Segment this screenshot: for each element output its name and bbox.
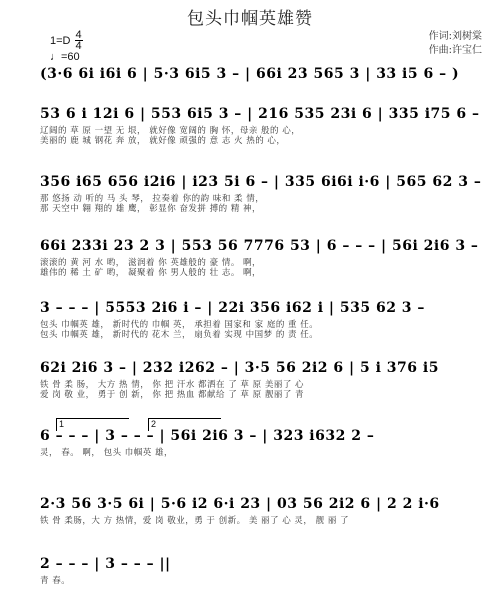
lyricist-credit: 作词:刘树棠 bbox=[428, 31, 482, 42]
score-system-5 bbox=[40, 360, 488, 400]
lyric-line: 青 春。 bbox=[40, 576, 71, 586]
notation-line: (3·6 6i i6i 6 | 5·3 6i5 3 – | 66i 23 565 3 | 33 i5 6 – ) bbox=[40, 66, 460, 82]
lyric-verse-2: 爱 岗 敬 业， 勇于 创 新， 你 把 热血 都献给 了 草 原 靓丽了 青 bbox=[40, 390, 305, 400]
volta-bracket-2: 2 bbox=[148, 418, 221, 431]
volta-bracket-1: 1 bbox=[56, 418, 129, 431]
lyric-verse-2: 包头 巾帼英 雄， 新时代的 花木 兰， 扇负着 实现 中国梦 的 责 任。 bbox=[40, 330, 319, 340]
score-system-1 bbox=[40, 106, 488, 146]
notation-line: 2 – – – | 3 – – – || bbox=[40, 556, 171, 572]
lyric-verse-1: 铁 骨 柔 肠， 大方 热 情， 你 把 汗水 都洒在 了 草 原 美丽了 心 bbox=[40, 380, 305, 390]
lyric-verse-1: 滚滚的 黄 河 水 哟， 滋润着 你 英雄般的 豪 情。 啊， bbox=[40, 258, 262, 268]
score-system-8 bbox=[40, 556, 488, 586]
score-system-6 bbox=[40, 419, 488, 458]
score-system-2 bbox=[40, 174, 488, 214]
notation-line: 66i 233i 23 2 3 | 553 56 7776 53 | 6 – – – | 56i 2i6 3 – bbox=[40, 238, 479, 254]
song-title: 包头巾帼英雄赞 bbox=[187, 9, 313, 29]
notation-line: 6 – – – | 3 – – – | 56i 2i6 3 – | 323 i632 2 – bbox=[40, 428, 375, 444]
notation-line: 356 i65 656 i2i6 | i23 5i 6 – | 335 6i6i i·6 | 565 62 3 – bbox=[40, 174, 482, 190]
lyric-verse-2: 那 天空中 翱 翔的 雄 鹰， 彰显你 奋发拼 搏的 精 神， bbox=[40, 204, 262, 214]
notation-line: 3 – – – | 5553 2i6 i – | 22i 356 i62 i | 535 62 3 – bbox=[40, 300, 425, 316]
lyric-verse-1: 包头 巾帼英 雄， 新时代的 巾帼 英， 承担着 国家和 家 庭的 重 任。 bbox=[40, 320, 319, 330]
key-signature: 1=D bbox=[50, 34, 71, 47]
key-tempo-block bbox=[50, 30, 83, 63]
credits bbox=[429, 30, 482, 58]
lyric-line: 铁 骨 柔肠，大 方 热情，爱 岗 敬业，勇 于 创新。 美 丽了 心 灵， 靓 丽 了 bbox=[40, 516, 350, 526]
score-system-3 bbox=[40, 238, 488, 278]
lyric-line: 灵， 春。 啊， 包头 巾帼英 雄， bbox=[40, 448, 174, 458]
lyric-verse-2: 美丽的 鹿 城 钢花 奔 放， 就好像 顽强的 意 志 火 热的 心， bbox=[40, 136, 286, 146]
composer-credit: 作曲:许宝仁 bbox=[428, 45, 482, 56]
lyric-verse-1: 那 悠扬 动 听的 马 头 琴， 拉奏着 你的韵 味和 柔 情， bbox=[40, 194, 265, 204]
tempo-mark: ♩=60 bbox=[50, 51, 80, 63]
lyric-verse-2: 雄伟的 稀 土 矿 哟， 凝聚着 你 男人般的 壮 志。 啊， bbox=[40, 268, 262, 278]
notation-line: 2·3 56 3·5 6i | 5·6 i2 6·i 23 | 03 56 2i2 6 | 2 2 i·6 bbox=[40, 496, 440, 512]
notation-line: 53 6 i 12i 6 | 553 6i5 3 – | 216 535 23i 6 | 335 i75 6 – bbox=[40, 106, 480, 122]
time-signature: 4 4 bbox=[75, 29, 82, 52]
lyric-verse-1: 辽阔的 草 原 一望 无 垠， 就好像 宽阔的 胸 怀，母亲 般的 心， bbox=[40, 126, 301, 136]
score-system-7 bbox=[40, 496, 488, 526]
score-system-4 bbox=[40, 300, 488, 340]
score-system-intro bbox=[40, 66, 488, 86]
notation-line: 62i 2i6 3 – | 232 i262 – | 3·5 56 2i2 6 | 5 i 376 i5 bbox=[40, 360, 439, 376]
